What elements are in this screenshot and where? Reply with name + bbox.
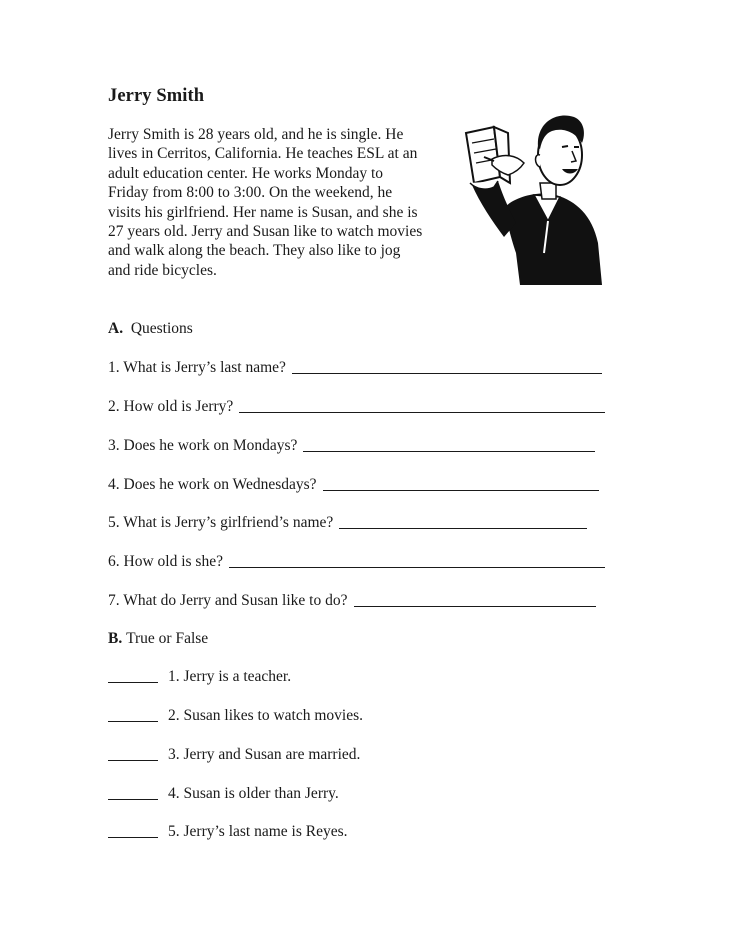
answer-blank[interactable]	[229, 552, 605, 568]
question-text: 7. What do Jerry and Susan like to do?	[108, 592, 348, 609]
passage-line: Jerry Smith is 28 years old, and he is single. He	[108, 126, 404, 143]
answer-blank[interactable]	[108, 706, 158, 722]
answer-blank[interactable]	[303, 436, 595, 452]
answer-blank[interactable]	[323, 475, 599, 491]
question-item	[108, 396, 605, 416]
statement-text: 2. Susan likes to watch movies.	[168, 707, 364, 724]
question-text: 6. How old is she?	[108, 553, 223, 570]
passage-line: and walk along the beach. They also like to jog	[108, 242, 401, 260]
worksheet-title: Jerry Smith	[108, 86, 205, 106]
true-false-item	[108, 821, 348, 841]
reading-passage	[108, 125, 458, 280]
statement-text: 5. Jerry’s last name is Reyes.	[168, 823, 348, 840]
answer-blank[interactable]	[354, 591, 596, 607]
section-a-letter: A.	[108, 320, 124, 337]
answer-blank[interactable]	[239, 397, 605, 413]
question-text: 2. How old is Jerry?	[108, 398, 234, 415]
section-b-heading	[108, 630, 208, 648]
question-item	[108, 512, 587, 532]
section-a-heading	[108, 320, 193, 338]
question-item	[108, 551, 605, 571]
passage-line: Friday from 8:00 to 3:00. On the weekend, he	[108, 184, 393, 202]
true-false-item	[108, 666, 291, 686]
question-item	[108, 474, 599, 494]
true-false-item	[108, 705, 363, 725]
passage-line: 27 years old. Jerry and Susan like to watch movies	[108, 223, 423, 241]
passage-line: visits his girlfriend. Her name is Susan, and she is	[108, 203, 418, 221]
true-false-item	[108, 783, 339, 803]
question-item	[108, 435, 595, 455]
section-b-title: True or False	[126, 630, 209, 647]
section-a-title: Questions	[130, 320, 193, 337]
question-text: 5. What is Jerry’s girlfriend’s name?	[108, 514, 334, 531]
passage-line: and ride bicycles.	[108, 261, 217, 279]
answer-blank[interactable]	[108, 822, 158, 838]
statement-text: 3. Jerry and Susan are married.	[168, 746, 361, 763]
answer-blank[interactable]	[108, 784, 158, 800]
question-text: 3. Does he work on Mondays?	[108, 437, 298, 454]
section-b-letter: B.	[108, 630, 123, 647]
passage-line: adult education center. He works Monday to	[108, 164, 384, 182]
answer-blank[interactable]	[292, 358, 602, 374]
answer-blank[interactable]	[108, 745, 158, 761]
question-item	[108, 590, 596, 610]
passage-line: lives in Cerritos, California. He teaches ESL at an	[108, 145, 418, 163]
answer-blank[interactable]	[339, 513, 587, 529]
answer-blank[interactable]	[108, 667, 158, 683]
question-text: 1. What is Jerry’s last name?	[108, 359, 286, 376]
statement-text: 4. Susan is older than Jerry.	[168, 785, 339, 802]
true-false-item	[108, 744, 360, 764]
man-holding-book-icon	[464, 103, 604, 285]
statement-text: 1. Jerry is a teacher.	[168, 668, 292, 685]
question-item	[108, 357, 602, 377]
question-text: 4. Does he work on Wednesdays?	[108, 476, 317, 493]
